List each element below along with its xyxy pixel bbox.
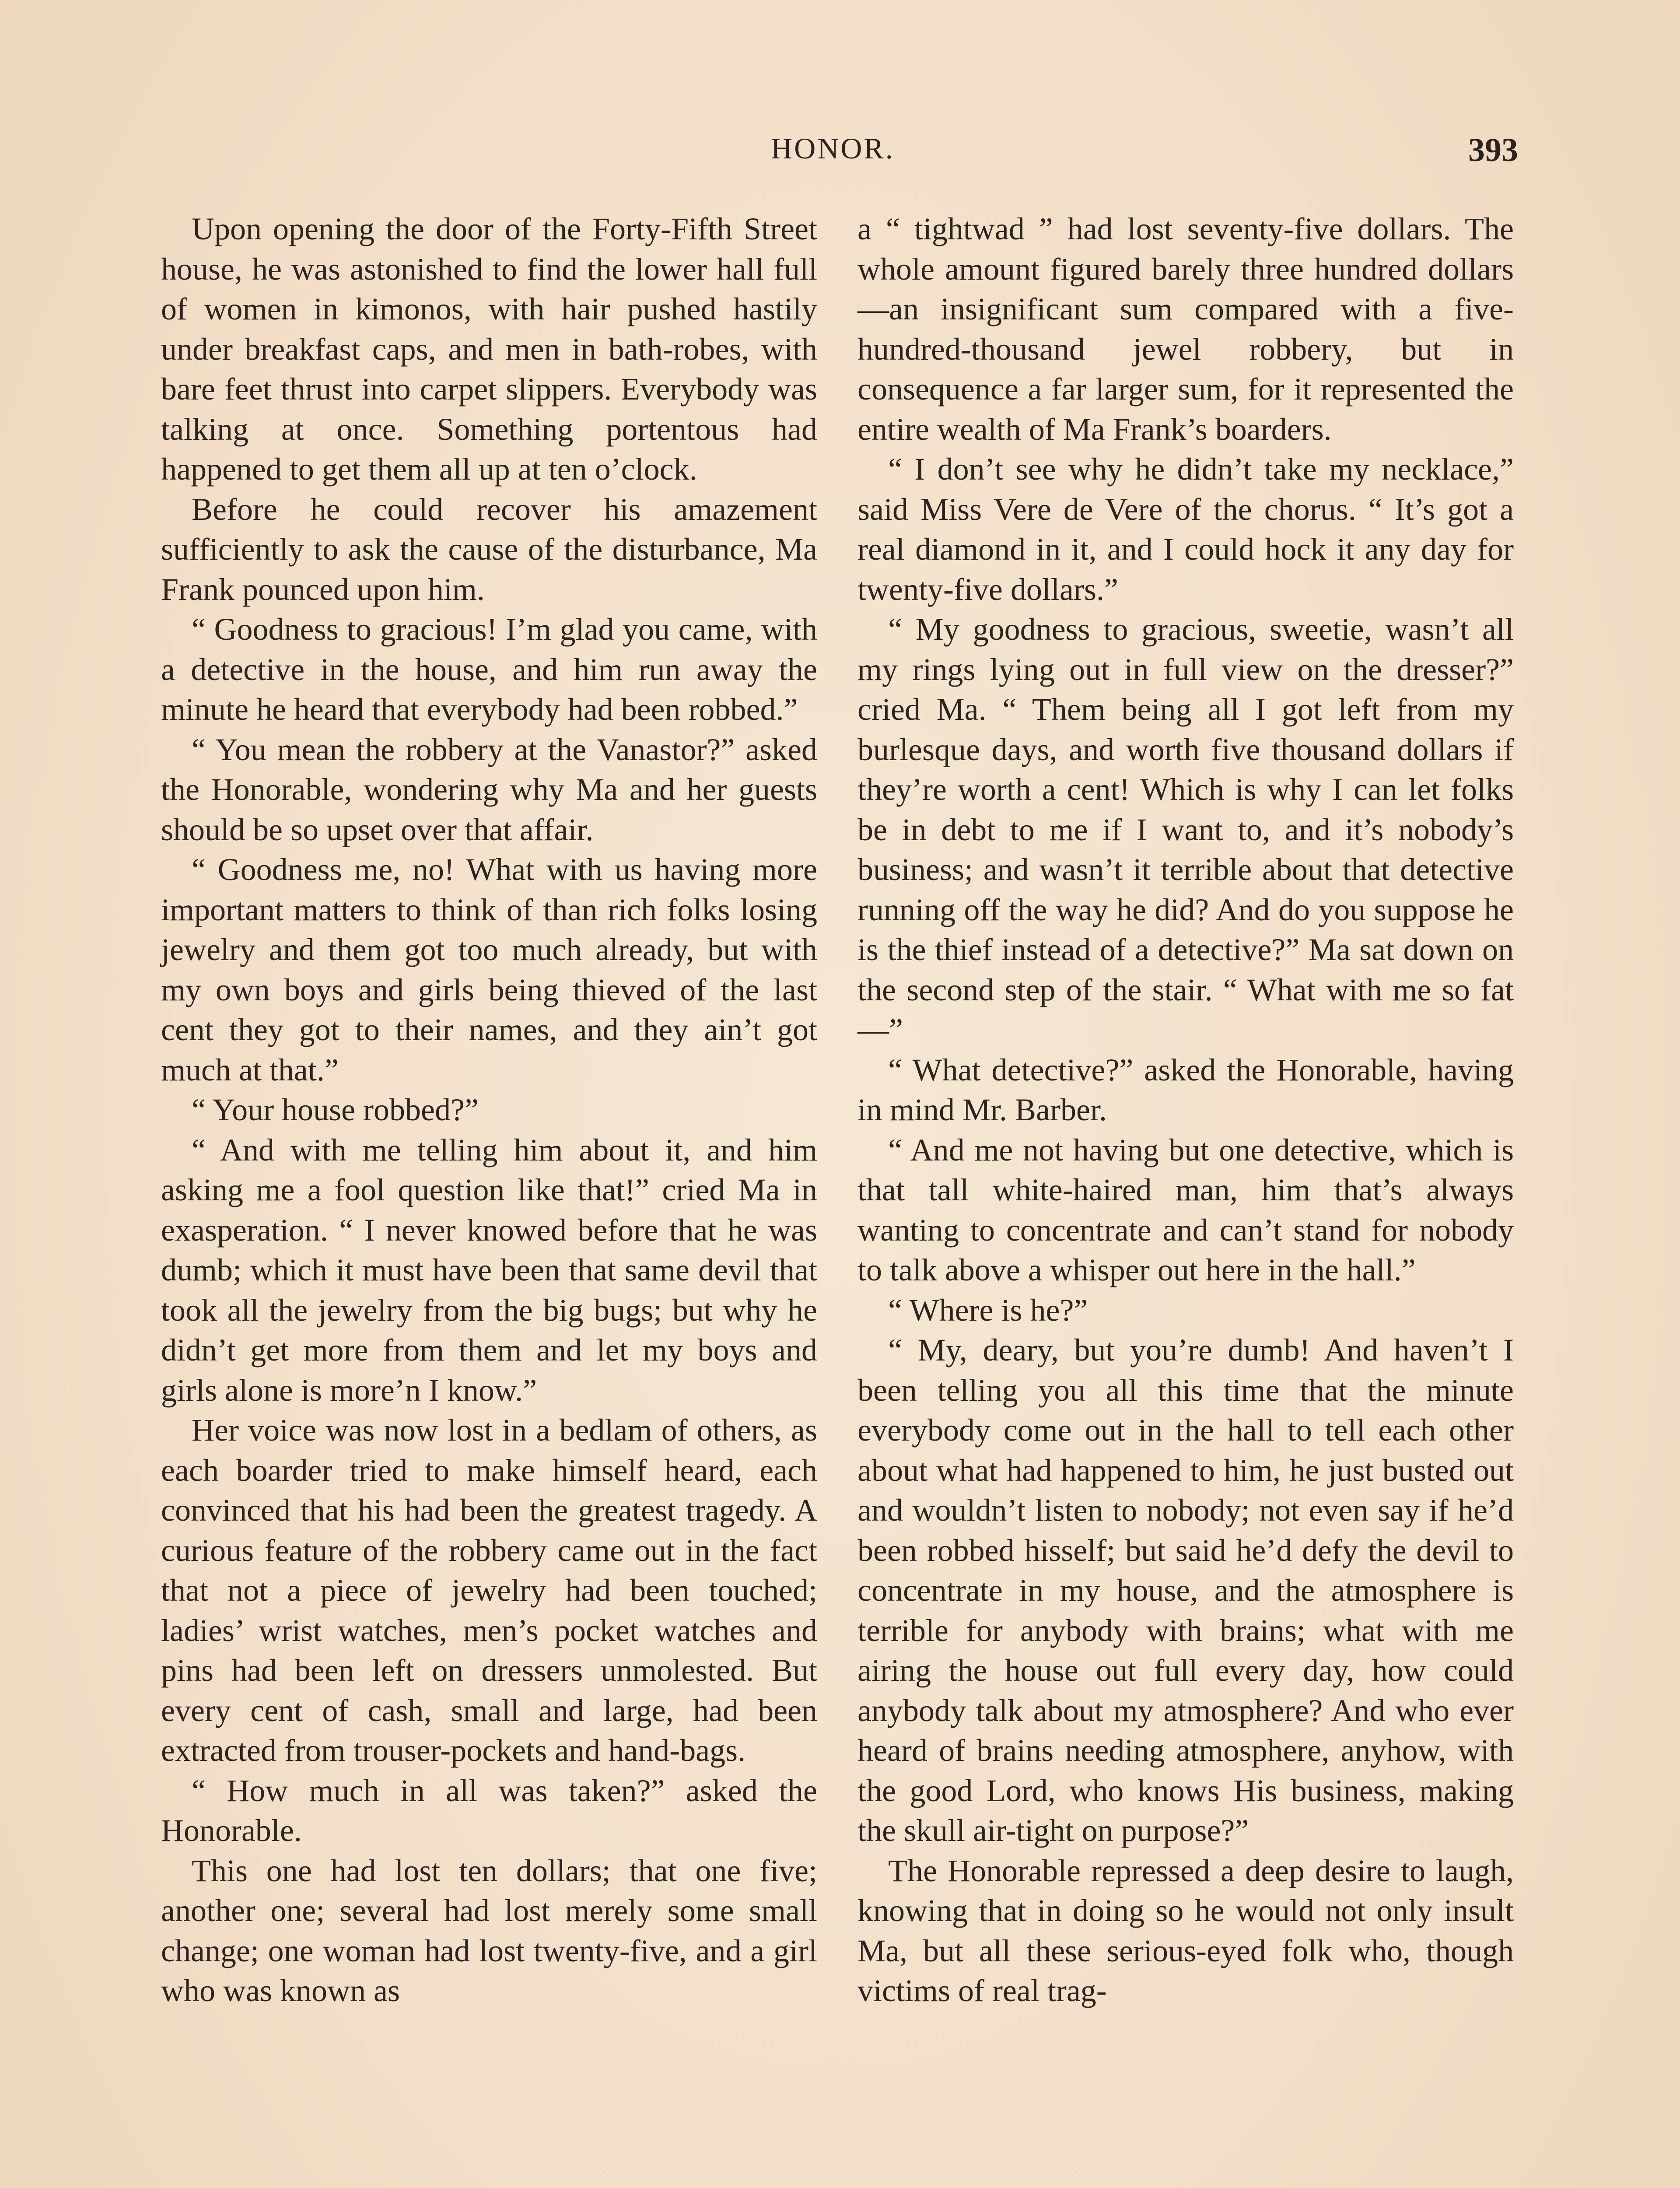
paragraph: “ How much in all was taken?” asked the Honorable. <box>161 1773 817 1848</box>
paragraph: “ And me not having but one detective, which is that tall white-haired man, him that’s always wanting to concentrate and can’t stand for nobody to talk above a whisper out here in the hall.” <box>858 1132 1514 1287</box>
right-column <box>858 209 1514 2011</box>
paragraph: “ Your house robbed?” <box>192 1092 479 1127</box>
left-column <box>161 209 817 2011</box>
paragraph: “ I don’t see why he didn’t take my necklace,” said Miss Vere de Vere of the chorus. “ It’s got a real diamond in it, and I could hock it any day for twenty-five dollars.” <box>858 452 1514 607</box>
paragraph: “ You mean the robbery at the Vanastor?” asked the Honorable, wondering why Ma and her guests should be so upset over that affair. <box>161 732 817 847</box>
paragraph: “ And with me telling him about it, and him asking me a fool question like that!” cried Ma in exasperation. “ I never knowed before that he was dumb; which it must have been that same devil that took all the jewelry from the big bugs; but why he didn’t get more from them and let my boys and girls alone is more’n I know.” <box>161 1132 817 1408</box>
running-head-title: HONOR. <box>771 132 895 165</box>
paragraph: “ My, deary, but you’re dumb! And haven’t I been telling you all this time that the minute everybody come out in the hall to tell each other about what had happened to him, he just busted out and wouldn’t listen to nobody; not even say if he’d been robbed hisself; but said he’d defy the devil to concentrate in my house, and the atmosphere is terrible for anybody with brains; what with me airing the house out full every day, how could anybody talk about my atmosphere? And who ever heard of brains needing atmosphere, anyhow, with the good Lord, who knows His business, making the skull air-tight on purpose?” <box>858 1332 1514 1848</box>
paragraph: “ What detective?” asked the Honorable, having in mind Mr. Barber. <box>858 1052 1514 1127</box>
paragraph: “ Where is he?” <box>888 1292 1088 1328</box>
paragraph: Her voice was now lost in a bedlam of others, as each boarder tried to make himself heard, each convinced that his had been the greatest tragedy. A curious feature of the robbery came out in the fact that not a piece of jewelry had been touched; ladies’ wrist watches, men’s pocket watches and pins had been left on dressers unmolested. But every cent of cash, small and large, had been extracted from trouser-pockets and hand-bags. <box>161 1413 817 1768</box>
paragraph-continued: a “ tightwad ” had lost seventy-five dollars. The whole amount figured barely three hundred dollars—an insignificant sum compared with a five-hundred-thousand jewel robbery, but in consequence a far larger sum, for it represented the entire wealth of Ma Frank’s boarders. <box>858 211 1514 447</box>
paragraph: Upon opening the door of the Forty-Fifth Street house, he was astonished to find the lower hall full of women in kimonos, with hair pushed hastily under breakfast caps, and men in bath-robes, with bare feet thrust into carpet slippers. Everybody was talking at once. Something portentous had happened to get them all up at ten o’clock. <box>161 211 817 487</box>
paragraph: The Honorable repressed a deep desire to laugh, knowing that in doing so he would not only insult Ma, but all these serious-eyed folk who, though victims of real trag- <box>858 1853 1514 2008</box>
paragraph: “ My goodness to gracious, sweetie, wasn’t all my rings lying out in full view on the dresser?” cried Ma. “ Them being all I got left from my burlesque days, and worth five thousand dollars if they’re worth a cent! Which is why I can let folks be in debt to me if I want to, and it’s nobody’s business; and wasn’t it terrible about that detective running off the way he did? And do you suppose he is the thief instead of a detective?” Ma sat down on the second step of the stair. “ What with me so fat—” <box>858 612 1514 1047</box>
paragraph: “ Goodness me, no! What with us having more important matters to think of than rich folks losing jewelry and them got too much already, but with my own boys and girls being thieved of the last cent they got to their names, and they ain’t got much at that.” <box>161 852 817 1087</box>
paragraph: Before he could recover his amazement sufficiently to ask the cause of the disturbance, Ma Frank pounced upon him. <box>161 491 817 607</box>
paragraph: This one had lost ten dollars; that one five; another one; several had lost merely some small change; one woman had lost twenty-five, and a girl who was known as <box>161 1853 817 2008</box>
paragraph: “ Goodness to gracious! I’m glad you came, with a detective in the house, and him run away the minute he heard that everybody had been robbed.” <box>161 612 817 727</box>
page-number: 393 <box>1468 132 1518 168</box>
